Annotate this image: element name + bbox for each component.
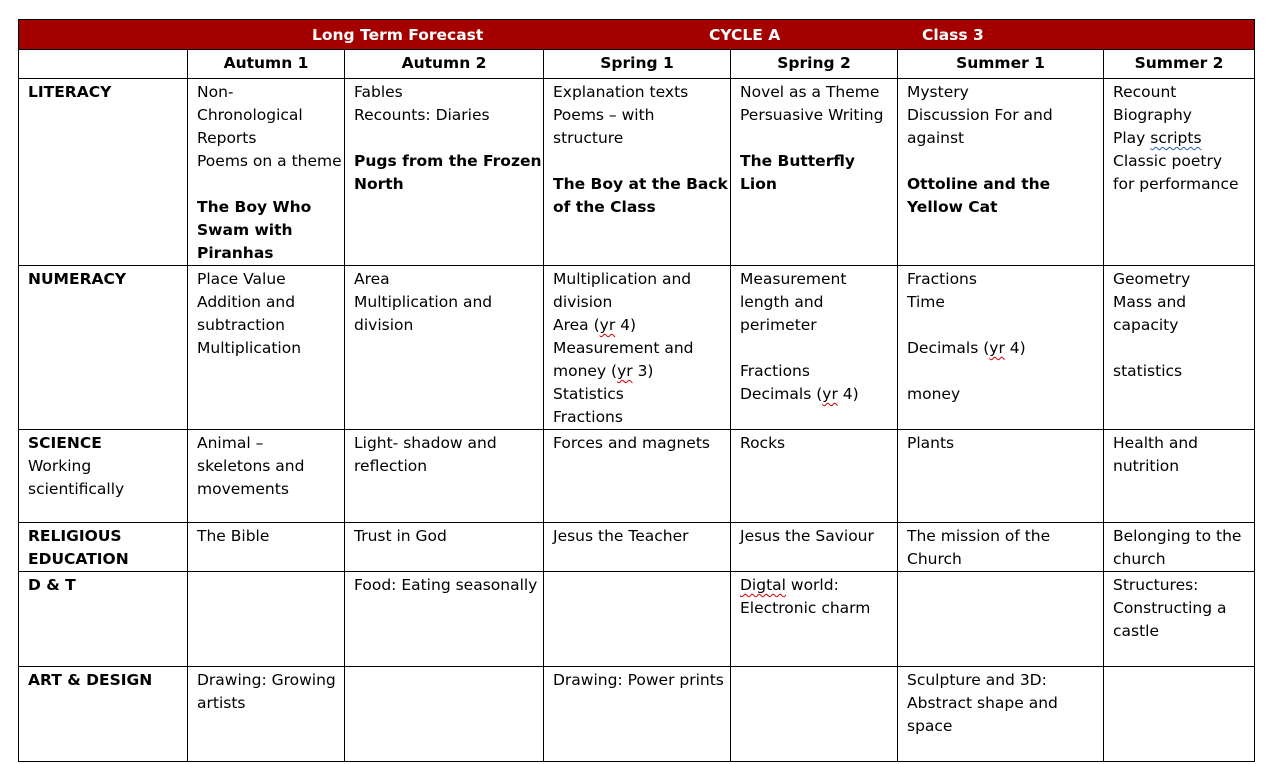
subject-label-science: SCIENCE [28, 434, 102, 452]
topic-line: length and [740, 293, 824, 311]
dt-summer2-cell [1104, 572, 1255, 667]
topic-line: Chronological [197, 106, 303, 124]
text-segment: 4) [1004, 339, 1026, 357]
book-title: Pugs from the Frozen [354, 152, 542, 170]
spacer [553, 150, 721, 173]
spellcheck-flagged-word: yr [989, 339, 1005, 357]
subject-label-re-cell [19, 523, 188, 572]
topic-line: structure [553, 129, 624, 147]
text-segment: Decimals ( [907, 339, 990, 357]
art-row [19, 667, 1255, 762]
topic-line: skeletons and [197, 457, 305, 475]
topic-line: Time [907, 293, 945, 311]
spellcheck-flagged-word: yr [617, 362, 633, 380]
numeracy-spring2-cell [731, 266, 898, 430]
topic-line: Forces and magnets [553, 434, 710, 452]
book-title: of the Class [553, 198, 656, 216]
topic-line: Belonging to the [1113, 527, 1242, 545]
topic-line: artists [197, 694, 246, 712]
topic-line: Food: Eating seasonally [354, 576, 538, 594]
text-segment: 4) [837, 385, 859, 403]
topic-line: Novel as a Theme [740, 83, 880, 101]
topic-line: Plants [907, 434, 955, 452]
topic-line: Persuasive Writing [740, 106, 884, 124]
re-autumn1-cell [188, 523, 345, 572]
banner-cell [19, 20, 1255, 50]
topic-line: Recount [1113, 83, 1177, 101]
topic-line: reflection [354, 457, 428, 475]
topic-line: Multiplication and [354, 293, 493, 311]
topic-line [740, 574, 888, 597]
numeracy-spring1-cell [544, 266, 731, 430]
corner-cell [19, 50, 188, 79]
topic-line: Fractions [740, 362, 810, 380]
topic-line: Trust in God [354, 527, 447, 545]
topic-line: capacity [1113, 316, 1179, 334]
topic-line: Poems on a theme [197, 152, 342, 170]
dt-spring1-cell [544, 572, 731, 667]
spellcheck-flagged-word: yr [822, 385, 838, 403]
forecast-table [18, 19, 1255, 762]
literacy-spring1-cell [544, 79, 731, 266]
book-title: The Butterfly [740, 152, 855, 170]
re-autumn2-cell [345, 523, 544, 572]
topic-line: Mystery [907, 83, 969, 101]
topic-line: Electronic charm [740, 599, 871, 617]
literacy-summer2-cell [1104, 79, 1255, 266]
topic-line: Rocks [740, 434, 786, 452]
art-spring1-cell [544, 667, 731, 762]
book-title: Ottoline and the [907, 175, 1051, 193]
topic-line: nutrition [1113, 457, 1180, 475]
subject-label-re: RELIGIOUS [28, 527, 122, 545]
science-autumn1-cell [188, 430, 345, 523]
science-spring1-cell [544, 430, 731, 523]
topic-line: church [1113, 550, 1166, 568]
literacy-summer1-cell [898, 79, 1104, 266]
numeracy-summer1-cell [898, 266, 1104, 430]
topic-line: for performance [1113, 175, 1239, 193]
class-label: Class 3 [922, 26, 984, 44]
book-title: North [354, 175, 404, 193]
topic-line [740, 383, 888, 406]
topic-line: Multiplication and [553, 270, 692, 288]
science-summer2-cell [1104, 430, 1255, 523]
numeracy-autumn1-cell [188, 266, 345, 430]
topic-line: The mission of the [907, 527, 1051, 545]
science-row [19, 430, 1255, 523]
topic-line: Animal – [197, 434, 264, 452]
art-spring2-cell [731, 667, 898, 762]
topic-line: Reports [197, 129, 257, 147]
subject-label-art: ART & DESIGN [19, 667, 188, 762]
topic-line: Geometry [1113, 270, 1191, 288]
dt-summer1-cell [898, 572, 1104, 667]
art-summer1-cell [898, 667, 1104, 762]
spacer [907, 150, 1094, 173]
topic-line: Fractions [553, 408, 623, 426]
art-summer2-cell [1104, 667, 1255, 762]
book-title: The Boy at the Back [553, 175, 728, 193]
topic-line: subtraction [197, 316, 285, 334]
dt-autumn2-cell [345, 572, 544, 667]
topic-line: Sculpture and 3D: [907, 671, 1047, 689]
term-header: Autumn 2 [345, 50, 544, 79]
spacer [740, 127, 888, 150]
topic-line: Addition and [197, 293, 296, 311]
forecast-title: Long Term Forecast [312, 26, 484, 44]
topic-line: Light- shadow and [354, 434, 497, 452]
literacy-autumn1-cell [188, 79, 345, 266]
topic-line: division [354, 316, 414, 334]
topic-line: Constructing a [1113, 599, 1227, 617]
science-autumn2-cell [345, 430, 544, 523]
grammar-flagged-word: scripts [1150, 129, 1202, 147]
text-segment: 4) [615, 316, 637, 334]
science-spring2-cell [731, 430, 898, 523]
re-row [19, 523, 1255, 572]
cycle-label: CYCLE A [709, 26, 781, 44]
topic-line: Measurement [740, 270, 847, 288]
topic-line: castle [1113, 622, 1160, 640]
book-title: Yellow Cat [907, 198, 998, 216]
topic-line: division [553, 293, 613, 311]
text-segment: money ( [553, 362, 618, 380]
banner-row [19, 20, 1255, 50]
topic-line: Discussion For and [907, 106, 1053, 124]
book-title: Lion [740, 175, 777, 193]
topic-line: Measurement and [553, 339, 694, 357]
topic-line: statistics [1113, 362, 1183, 380]
topic-line: Area [354, 270, 390, 288]
subject-sublabel: Working scientifically [28, 457, 125, 498]
science-summer1-cell [898, 430, 1104, 523]
topic-line: Drawing: Growing [197, 671, 336, 689]
topic-line [907, 337, 1094, 360]
literacy-row [19, 79, 1255, 266]
subject-label-re: EDUCATION [28, 550, 129, 568]
art-autumn1-cell [188, 667, 345, 762]
topic-line: perimeter [740, 316, 817, 334]
literacy-spring2-cell [731, 79, 898, 266]
topic-line: Abstract shape and [907, 694, 1058, 712]
topic-line: Fractions [907, 270, 977, 288]
term-header: Summer 2 [1104, 50, 1255, 79]
topic-line: Structures: [1113, 576, 1199, 594]
book-title: Piranhas [197, 244, 274, 262]
dt-row [19, 572, 1255, 667]
topic-line: Jesus the Teacher [553, 527, 689, 545]
re-spring2-cell [731, 523, 898, 572]
topic-line: Explanation texts [553, 83, 689, 101]
re-spring1-cell [544, 523, 731, 572]
term-header: Spring 1 [544, 50, 731, 79]
term-header: Summer 1 [898, 50, 1104, 79]
subject-label-literacy: LITERACY [19, 79, 188, 266]
topic-line: Place Value [197, 270, 286, 288]
topic-line: against [907, 129, 965, 147]
art-autumn2-cell [345, 667, 544, 762]
subject-label-dt: D & T [19, 572, 188, 667]
spacer [907, 314, 1094, 337]
book-title: Swam with [197, 221, 293, 239]
spellcheck-flagged-word: Digtal [740, 576, 786, 594]
book-title: The Boy Who [197, 198, 312, 216]
topic-line: Mass and [1113, 293, 1187, 311]
topic-line [553, 360, 721, 383]
re-summer1-cell [898, 523, 1104, 572]
text-segment: 3) [632, 362, 654, 380]
dt-spring2-cell [731, 572, 898, 667]
topic-line [1113, 127, 1245, 150]
topic-line [553, 314, 721, 337]
topic-line: Non- [197, 83, 234, 101]
dt-autumn1-cell [188, 572, 345, 667]
spacer [354, 127, 534, 150]
spacer [740, 337, 888, 360]
topic-line: Recounts: Diaries [354, 106, 490, 124]
re-summer2-cell [1104, 523, 1255, 572]
term-header-row [19, 50, 1255, 79]
text-segment: Area ( [553, 316, 600, 334]
text-segment: world: [785, 576, 839, 594]
topic-line: Multiplication [197, 339, 302, 357]
spellcheck-flagged-word: yr [599, 316, 616, 334]
term-header: Spring 2 [731, 50, 898, 79]
spacer [1113, 337, 1245, 360]
topic-line: The Bible [197, 527, 270, 545]
topic-line: movements [197, 480, 289, 498]
spacer [907, 360, 1094, 383]
topic-line: space [907, 717, 953, 735]
topic-line: Health and [1113, 434, 1198, 452]
text-segment: Play [1113, 129, 1151, 147]
numeracy-summer2-cell [1104, 266, 1255, 430]
text-segment: Decimals ( [740, 385, 823, 403]
topic-line: money [907, 385, 961, 403]
numeracy-autumn2-cell [345, 266, 544, 430]
topic-line: Biography [1113, 106, 1192, 124]
numeracy-row [19, 266, 1255, 430]
spacer [197, 173, 335, 196]
topic-line: Poems – with [553, 106, 655, 124]
topic-line: Jesus the Saviour [740, 527, 874, 545]
topic-line: Drawing: Power prints [553, 671, 724, 689]
topic-line: Statistics [553, 385, 624, 403]
subject-label-science-cell [19, 430, 188, 523]
literacy-autumn2-cell [345, 79, 544, 266]
topic-line: Church [907, 550, 962, 568]
subject-label-numeracy: NUMERACY [19, 266, 188, 430]
topic-line: Fables [354, 83, 403, 101]
topic-line: Classic poetry [1113, 152, 1223, 170]
term-header: Autumn 1 [188, 50, 345, 79]
